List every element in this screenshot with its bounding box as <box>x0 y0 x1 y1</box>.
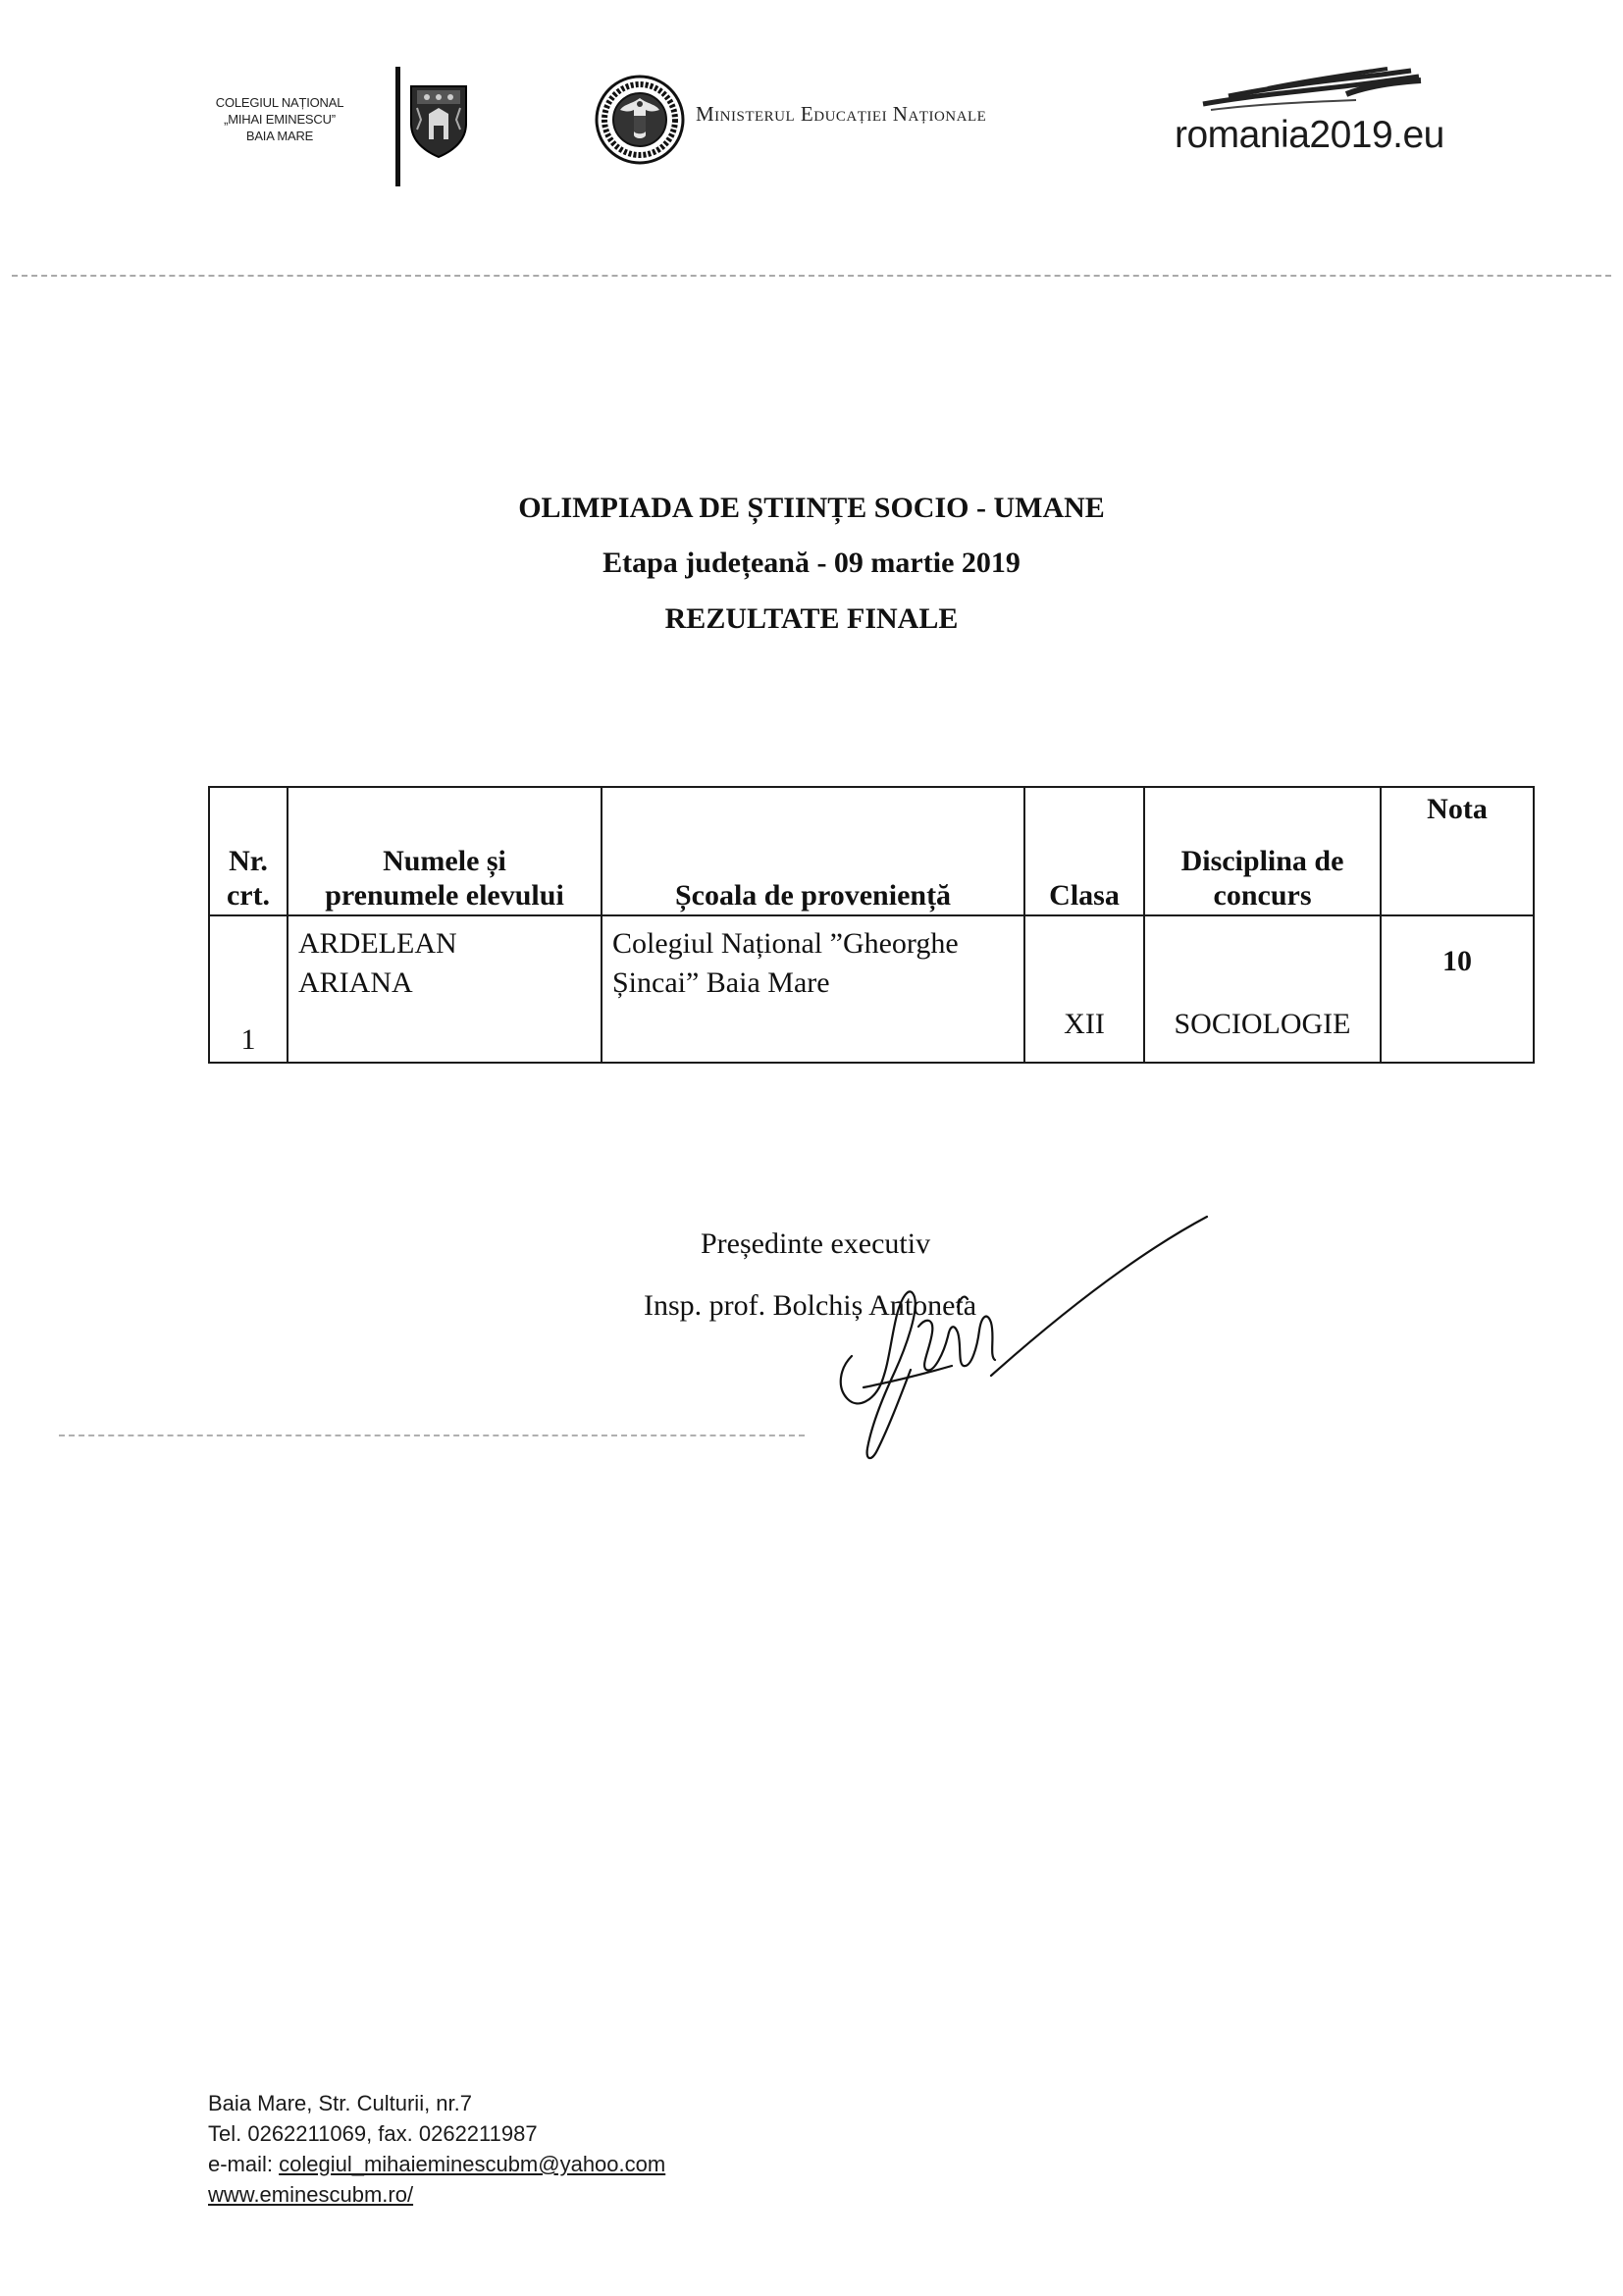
header-discipline: Disciplina de concurs <box>1144 787 1381 915</box>
footer-phone: Tel. 0262211069, fax. 0262211987 <box>208 2121 538 2146</box>
cell-grade: 10 <box>1381 915 1534 1063</box>
handwritten-signature <box>824 1209 1217 1466</box>
wave-stripes-icon <box>1199 65 1425 112</box>
cell-school: Colegiul Național ”Gheorghe Șincai” Baia Mare <box>602 915 1024 1063</box>
school-name-line-2: „MIHAI EMINESCU” <box>224 112 336 127</box>
romania2019-logo-text: romania2019.eu <box>1175 114 1444 156</box>
cell-class: XII <box>1024 915 1144 1063</box>
signatory-role: Președinte executiv <box>701 1227 931 1260</box>
signatory-name: Insp. prof. Bolchiș Antoneta <box>644 1289 977 1322</box>
footer-website-link[interactable]: www.eminescubm.ro/ <box>208 2182 414 2207</box>
document-subtitle: Etapa județeană - 09 martie 2019 <box>602 547 1021 579</box>
footer-address: Baia Mare, Str. Culturii, nr.7 <box>208 2091 472 2115</box>
cell-discipline: SOCIOLOGIE <box>1144 915 1381 1063</box>
footer-email-link[interactable]: colegiul_mihaieminescubm@yahoo.com <box>279 2152 666 2176</box>
header-separator <box>12 275 1611 277</box>
header-student-name: Numele și prenumele elevului <box>288 787 602 915</box>
header-school: Școala de proveniență <box>602 787 1024 915</box>
header-divider-bar <box>395 67 400 186</box>
table-row <box>209 915 1534 1063</box>
cell-student-name: ARDELEAN ARIANA <box>288 915 602 1063</box>
school-name-line-1: COLEGIUL NAȚIONAL <box>215 95 344 110</box>
header-grade: Nota <box>1381 787 1534 915</box>
footer-email-label: e-mail: <box>208 2152 280 2176</box>
school-name <box>182 94 378 144</box>
document-title: OLIMPIADA DE ȘTIINȚE SOCIO - UMANE <box>518 492 1105 524</box>
footer-email-line <box>208 2149 665 2179</box>
ministry-name: Ministerul Educației Naționale <box>696 102 987 126</box>
header-class: Clasa <box>1024 787 1144 915</box>
cell-nr: 1 <box>209 915 288 1063</box>
document-heading: REZULTATE FINALE <box>664 602 959 635</box>
results-table <box>208 786 1535 1064</box>
school-name-line-3: BAIA MARE <box>245 129 314 143</box>
romania-coat-of-arms-seal-icon <box>595 75 685 165</box>
school-crest-icon <box>407 80 470 159</box>
table-header-row <box>209 787 1534 915</box>
footer-contact <box>208 2088 665 2210</box>
signature-separator <box>59 1435 805 1436</box>
header-nr: Nr. crt. <box>209 787 288 915</box>
